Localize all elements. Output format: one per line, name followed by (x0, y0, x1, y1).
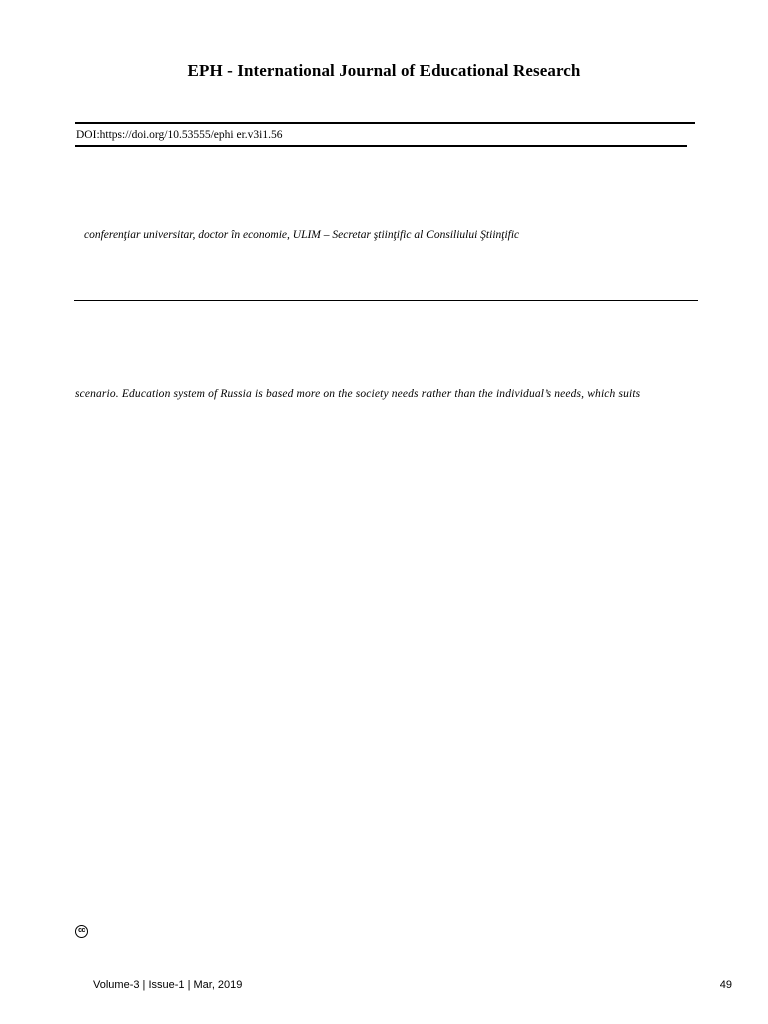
section-divider (74, 300, 698, 301)
author-affiliation: conferenţiar universitar, doctor în economie, ULIM – Secretar ştiinţific al Consiliului Ştiinţific (84, 229, 520, 241)
abstract-text: scenario. Education system of Russia is based more on the society needs rather than the individual’s needs, which suits (75, 388, 641, 400)
header-divider-bottom (75, 145, 687, 147)
footer-volume-info: Volume-3 | Issue-1 | Mar, 2019 (93, 979, 243, 991)
doi-link[interactable]: DOI:https://doi.org/10.53555/ephi er.v3i1.56 (76, 129, 283, 141)
creative-commons-icon: cc (75, 925, 88, 938)
journal-title: EPH - International Journal of Educational Research (187, 61, 581, 80)
footer-page-number: 49 (719, 979, 732, 991)
header-divider-top (75, 122, 695, 124)
